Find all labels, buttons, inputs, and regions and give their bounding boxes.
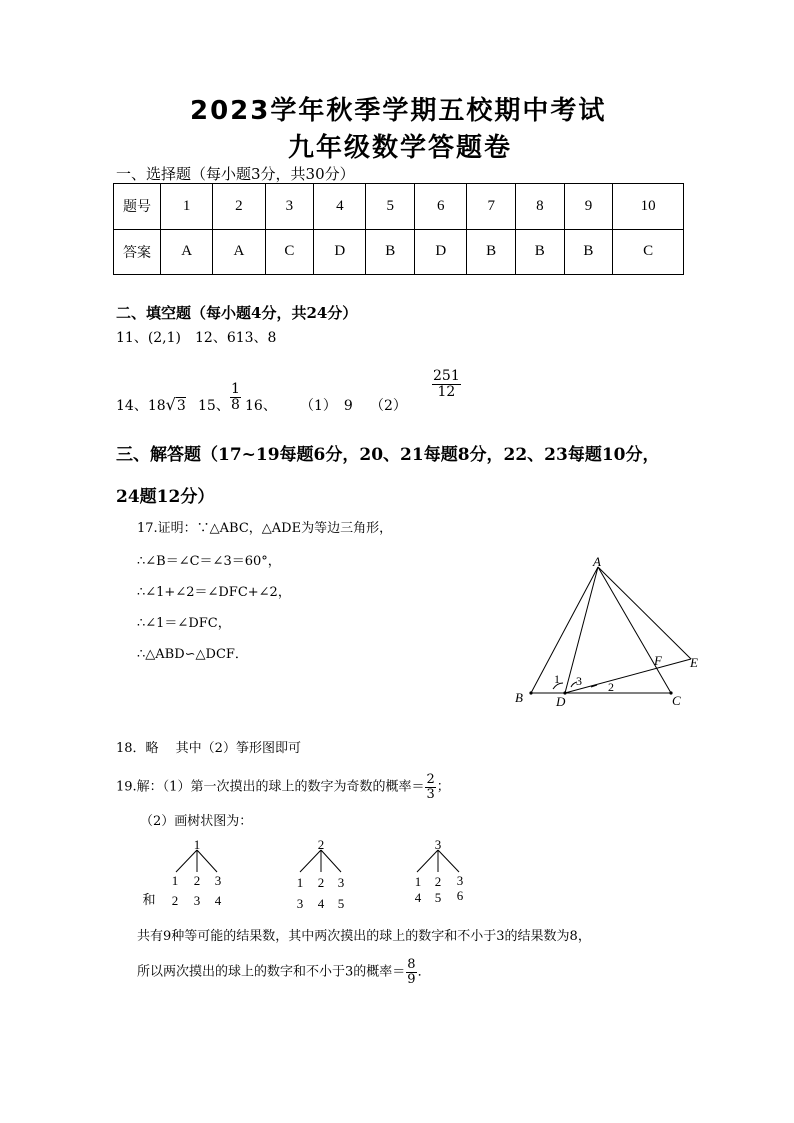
label-f: F (654, 653, 662, 668)
q16-part2: （2） (370, 398, 407, 414)
tree-root: 2 (317, 837, 325, 852)
tree-sum-label: 和 (142, 892, 156, 907)
tree-sum: 4 (317, 896, 325, 911)
q17-line: ∴∠B＝∠C＝∠3＝60°， (137, 554, 281, 569)
q15-denominator: 8 (231, 396, 240, 413)
table-row-numbers (114, 184, 684, 230)
table-cell: D (314, 229, 366, 275)
table-header-number: 题号 (114, 184, 161, 230)
label-angle-3: 3 (576, 674, 582, 688)
q16-fraction (432, 369, 461, 399)
page-subtitle: 九年级数学答题卷 (288, 133, 513, 163)
table-cell: 1 (161, 184, 213, 230)
section3-heading: 三、解答题（17~19每题6分，20、21每题8分，22、23每题10分， (116, 445, 660, 465)
q14-radicand: 3 (176, 398, 186, 414)
q19-frac1-den: 3 (426, 786, 435, 802)
table-cell: B (366, 229, 415, 275)
tree-sum: 3 (296, 896, 304, 911)
q15-fraction (230, 382, 241, 412)
fill-line-14: 14、18√3 (116, 395, 186, 414)
table-cell: 9 (564, 184, 613, 230)
q19-line1-text: 19.解：（1）第一次摸出的球上的数字为奇数的概率＝ (116, 779, 425, 795)
table-cell: C (613, 229, 684, 275)
page-title: 2023学年秋季学期五校期中考试 (190, 96, 607, 126)
answer-table (113, 183, 684, 275)
q19-frac1-num: 2 (426, 772, 435, 787)
tree-child: 3 (456, 873, 464, 888)
q16-numerator: 251 (433, 368, 460, 384)
table-cell: A (161, 229, 213, 275)
table-cell: 10 (613, 184, 684, 230)
table-cell: B (467, 229, 516, 275)
tree-diagram (135, 836, 475, 916)
q19-line4-end: ． (417, 964, 431, 980)
table-cell: 8 (516, 184, 565, 230)
tree-sum: 2 (171, 893, 179, 908)
section3-heading-cont: 24题12分） (116, 487, 215, 507)
q17-line: 17.证明：∵△ABC，△ADE为等边三角形， (137, 521, 393, 536)
label-b: B (515, 690, 523, 705)
table-cell: 7 (467, 184, 516, 230)
table-cell: 3 (265, 184, 314, 230)
table-row-answers (114, 229, 684, 275)
q19-line4-text: 所以两次摸出的球上的数字和不小于3的概率＝ (137, 964, 406, 980)
q19-frac2-den: 9 (407, 971, 416, 987)
tree-child: 1 (414, 874, 422, 889)
tree-root: 1 (193, 837, 201, 852)
q19-line2: （2）画树状图为： (140, 814, 253, 829)
tree-root: 3 (434, 837, 442, 852)
tree-child: 2 (434, 874, 442, 889)
q16-part1: （1） 9 (300, 398, 353, 414)
q14-prefix: 14、18 (116, 398, 166, 414)
fill-line-11-13: 11、(2,1) 12、613、8 (116, 330, 277, 346)
tree-child: 1 (296, 875, 304, 890)
table-cell: D (415, 229, 467, 275)
section1-heading: 一、选择题（每小题3分，共30分） (116, 165, 355, 183)
section2-heading: 二、填空题（每小题4分，共24分） (116, 304, 358, 322)
q18-answer: 18．略 其中（2）筝形图即可 (116, 741, 301, 756)
geometry-figure (505, 555, 715, 710)
tree-sum: 5 (434, 890, 442, 905)
q16-label: 16、 (245, 398, 277, 414)
table-cell: 4 (314, 184, 366, 230)
tree-child: 1 (171, 873, 179, 888)
tree-sum: 4 (214, 893, 222, 908)
q16-denominator: 12 (437, 383, 456, 400)
tree-sum: 3 (193, 893, 201, 908)
q19-frac2-num: 8 (407, 957, 416, 972)
tree-child: 2 (193, 873, 201, 888)
table-cell: 2 (213, 184, 265, 230)
tree-child: 3 (337, 875, 345, 890)
q15-label: 15、 (198, 398, 230, 414)
label-d: D (556, 694, 566, 709)
tree-child: 3 (214, 873, 222, 888)
table-cell: 5 (366, 184, 415, 230)
table-header-answer: 答案 (114, 229, 161, 275)
q19-line1 (116, 773, 450, 801)
q19-line1-end: ； (436, 779, 450, 795)
q19-line3: 共有9种等可能的结果数，其中两次摸出的球上的数字和不小于3的结果数为8， (137, 929, 591, 944)
table-cell: A (213, 229, 265, 275)
tree-child: 2 (317, 875, 325, 890)
label-c: C (672, 693, 681, 708)
label-e: E (690, 655, 698, 670)
table-cell: B (564, 229, 613, 275)
tree-sum: 5 (337, 896, 345, 911)
q17-line: ∴∠1+∠2＝∠DFC+∠2， (137, 585, 291, 600)
table-cell: 6 (415, 184, 467, 230)
label-angle-2: 2 (608, 680, 614, 694)
table-cell: C (265, 229, 314, 275)
q17-line: ∴△ABD∽△DCF． (137, 647, 248, 662)
q15-numerator: 1 (231, 381, 240, 397)
label-angle-1: 1 (554, 672, 560, 686)
q19-line4 (137, 958, 431, 986)
q17-line: ∴∠1＝∠DFC， (137, 616, 231, 631)
label-a: A (593, 555, 601, 569)
tree-sum: 4 (414, 890, 422, 905)
tree-sum: 6 (456, 888, 464, 903)
table-cell: B (516, 229, 565, 275)
